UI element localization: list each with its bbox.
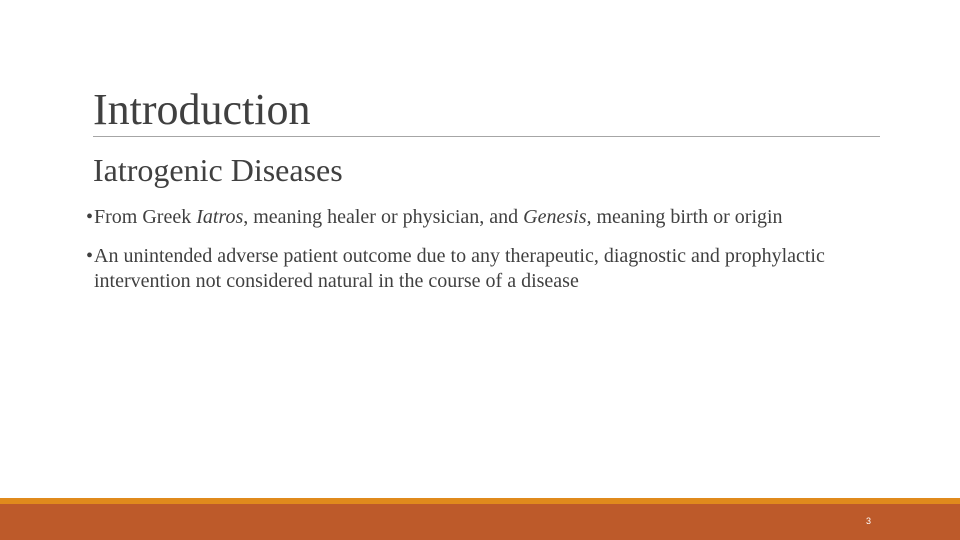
bullet-marker: • xyxy=(86,206,94,228)
bullet-text-segment-italic: Iatros xyxy=(196,206,244,228)
bullet-text-segment: , meaning healer or physician, and xyxy=(243,206,524,228)
footer-bar xyxy=(0,504,960,540)
bullet-text-segment-italic: Genesis, xyxy=(523,206,592,228)
title-divider xyxy=(93,136,880,137)
bullet-list xyxy=(86,205,846,308)
bullet-text-segment: From Greek xyxy=(94,206,197,228)
bullet-text xyxy=(94,245,825,292)
slide-subtitle: Iatrogenic Diseases xyxy=(93,152,343,188)
bullet-text-segment: meaning birth or origin xyxy=(591,206,783,228)
bullet-text xyxy=(94,206,783,228)
bullet-item xyxy=(86,205,846,230)
bullet-item xyxy=(86,244,846,294)
bullet-text-segment: An unintended adverse patient outcome due to any therapeutic, diagnostic and prophylactic intervention not considered natural in the course of a disease xyxy=(94,245,825,292)
slide-title: Introduction xyxy=(93,85,311,134)
bullet-marker: • xyxy=(86,245,94,267)
page-number: 3 xyxy=(866,516,872,526)
